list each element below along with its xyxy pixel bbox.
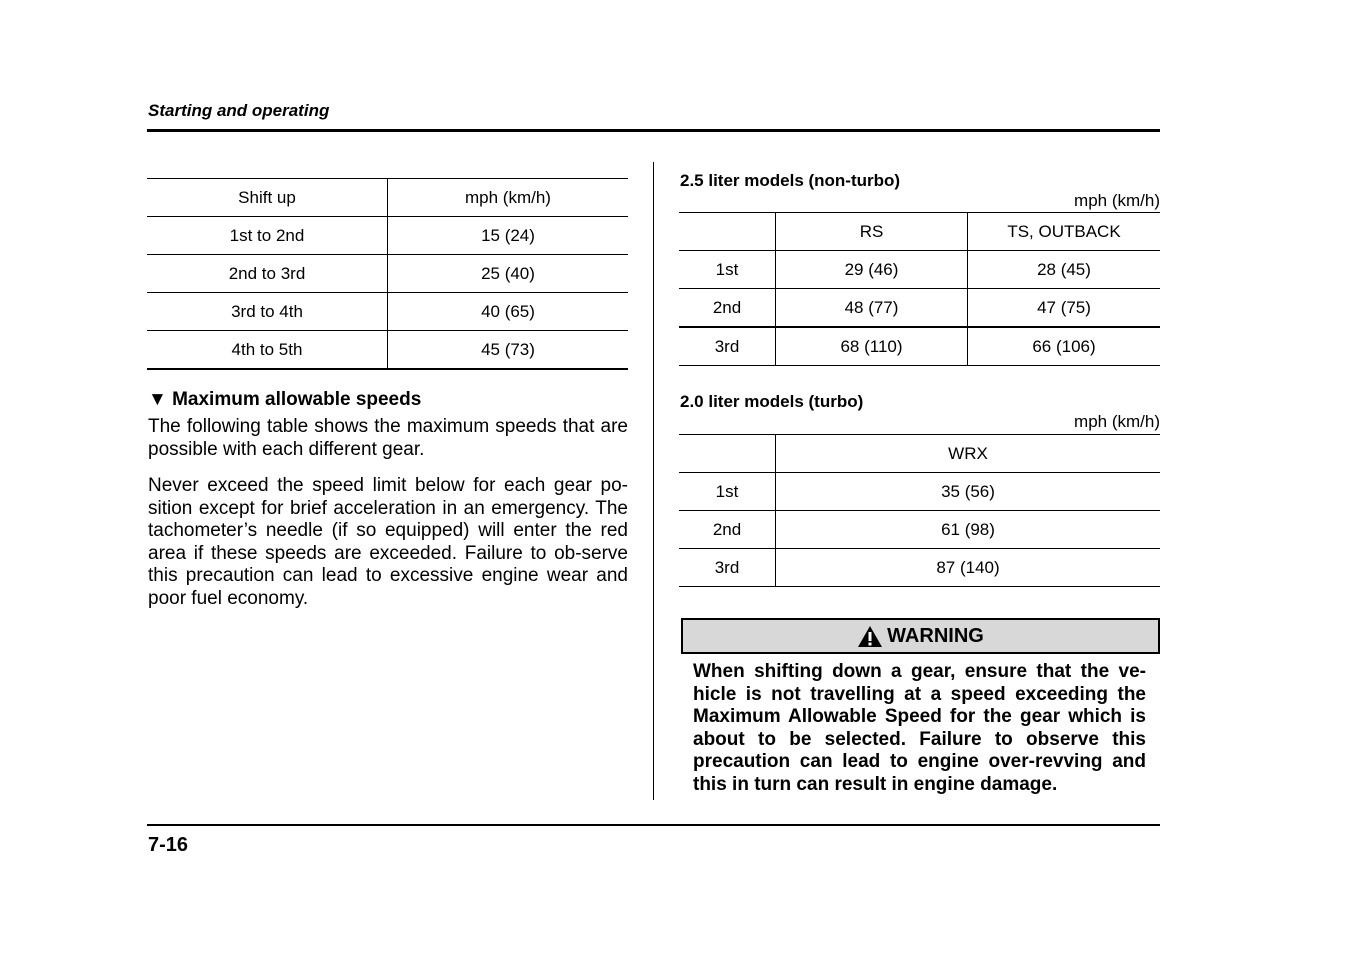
shift-speed-table — [147, 178, 628, 370]
triangle-down-icon: ▼ — [148, 389, 167, 410]
table-cell: 1st — [679, 473, 776, 511]
table-row — [679, 549, 1160, 587]
table-row — [147, 217, 628, 255]
table-cell: 68 (110) — [776, 327, 968, 366]
warning-text: When shifting down a gear, ensure that the ve-hicle is not travelling at a speed exceeding the Maximum Allowable Speed for the gear which is about to be selected. Failure to observe this precaution can lead to engine over-revving and this in turn can result in engine damage. — [693, 661, 1146, 795]
footer-rule — [147, 824, 1160, 826]
intro-paragraph: The following table shows the maximum speeds that are possible with each different gear. — [148, 416, 628, 460]
table-row — [679, 289, 1160, 328]
section-title: Starting and operating — [148, 101, 330, 120]
table-cell: 2nd to 3rd — [147, 255, 388, 293]
table-cell: 2nd — [679, 511, 776, 549]
table-cell: 2nd — [679, 289, 776, 328]
warning-banner — [681, 618, 1160, 654]
table-header-row — [679, 213, 1160, 251]
non-turbo-heading: 2.5 liter models (non-turbo) — [680, 171, 901, 190]
header-rule — [147, 129, 1160, 132]
column-header — [679, 213, 776, 251]
table-cell: 15 (24) — [388, 217, 629, 255]
column-header: TS, OUTBACK — [968, 213, 1161, 251]
table-cell: 66 (106) — [968, 327, 1161, 366]
table-cell: 47 (75) — [968, 289, 1161, 328]
table-row — [679, 251, 1160, 289]
table-row — [679, 327, 1160, 366]
caution-paragraph: Never exceed the speed limit below for each gear po-sition except for brief acceleration in an emergency. The tachometer’s needle (if so equipped) will enter the red area if these speeds are exceeded. Failure to ob-serve this precaution can lead to excessive engine wear and poor fuel economy. — [148, 475, 628, 609]
table-row — [679, 511, 1160, 549]
table-cell: 87 (140) — [776, 549, 1161, 587]
unit-label: mph (km/h) — [1074, 191, 1160, 210]
table-cell: 40 (65) — [388, 293, 629, 331]
column-header: mph (km/h) — [465, 187, 551, 207]
heading-text: Maximum allowable speeds — [172, 389, 422, 410]
table-cell: 28 (45) — [968, 251, 1161, 289]
table-cell: 48 (77) — [776, 289, 968, 328]
column-header — [679, 435, 776, 473]
unit-label: mph (km/h) — [1074, 412, 1160, 431]
table-header-row — [679, 435, 1160, 473]
table-cell: 61 (98) — [776, 511, 1161, 549]
table-row — [147, 331, 628, 370]
warning-title: WARNING — [887, 624, 984, 647]
column-divider — [653, 162, 654, 800]
non-turbo-speed-table — [679, 212, 1160, 366]
table-cell: 25 (40) — [388, 255, 629, 293]
table-cell: 3rd — [679, 549, 776, 587]
table-cell: 3rd to 4th — [147, 293, 388, 331]
column-header: RS — [776, 213, 968, 251]
table-cell: 35 (56) — [776, 473, 1161, 511]
table-cell: 29 (46) — [776, 251, 968, 289]
table-cell: 45 (73) — [388, 331, 629, 370]
table-cell: 4th to 5th — [147, 331, 388, 370]
page-number: 7-16 — [148, 834, 189, 856]
column-header: WRX — [776, 435, 1161, 473]
table-header-row — [147, 179, 628, 217]
table-cell: 1st — [679, 251, 776, 289]
table-row — [147, 255, 628, 293]
column-header: Shift up — [147, 179, 388, 217]
table-row — [147, 293, 628, 331]
turbo-speed-table — [679, 434, 1160, 587]
max-speeds-heading — [148, 389, 421, 411]
table-cell: 1st to 2nd — [147, 217, 388, 255]
turbo-heading: 2.0 liter models (turbo) — [680, 392, 864, 411]
table-row — [679, 473, 1160, 511]
table-cell: 3rd — [679, 327, 776, 366]
warning-triangle-icon — [857, 625, 883, 648]
